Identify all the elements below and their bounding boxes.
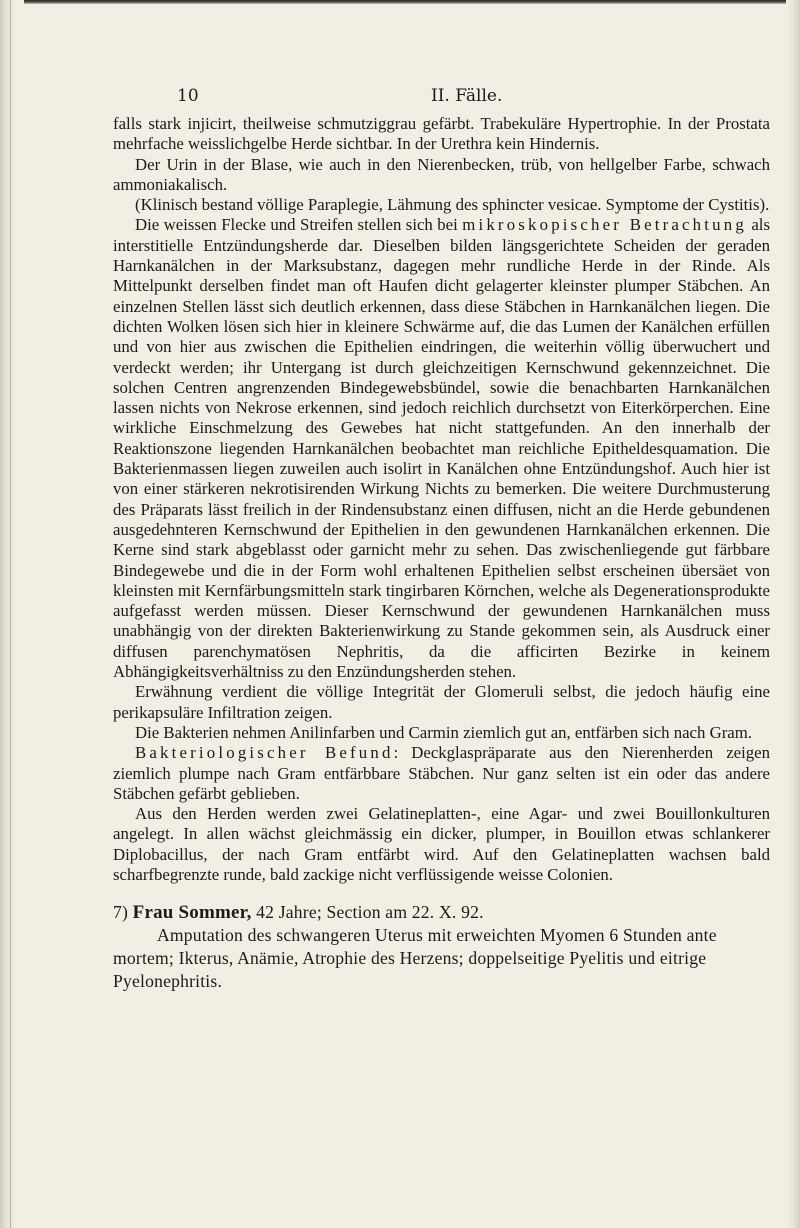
paragraph-text: Die weissen Flecke und Streifen stellen sich bei (135, 215, 463, 235)
case-heading (113, 901, 770, 924)
paragraph-text: Die Bakterien nehmen Anilinfarben und Carmin ziemlich gut an, entfärben sich nach Gram. (135, 722, 752, 742)
case-number: 7) (113, 902, 129, 923)
paragraph (113, 155, 770, 196)
scan-top-edge (0, 0, 800, 4)
gutter-line (10, 0, 11, 1228)
paragraph (113, 682, 770, 723)
running-title: II. Fälle. (431, 86, 503, 106)
paragraph (113, 743, 770, 804)
paragraph (113, 195, 770, 215)
case-entry (113, 901, 770, 993)
paragraph-text: Der Urin in der Blase, wie auch in den Nierenbecken, trüb, von hellgelber Farbe, schwach ammoniakalisch. (113, 154, 770, 194)
case-details: 42 Jahre; Section am 22. X. 92. (256, 902, 484, 923)
page-edge-shadow (786, 0, 800, 1228)
paragraph-text: als interstitielle Entzündungsherde dar. Dieselben bilden längsgerichtete Scheiden der geraden Harnkanälchen in der Marksubstanz, dagegen mehr rundliche Herde in der Rinde. Als Mittelpunkt derselben findet man oft Haufen dicht gelagerter kleinster plumper Stäbchen. An einzelnen Stellen lässt sich deutlich erkennen, dass diese Stäbchen in Harnkanälchen liegen. Die dichten Wolken lösen sich hier in kleinere Schwärme auf, die das Lumen der Kanälchen erfüllen und von hier aus zwischen die Epithelien eindringen, die weiterhin völlig überwuchert und verdeckt werden; ihr Untergang ist durch gleichzeitigen Kernschwund gekennzeichnet. Die solchen Centren angrenzenden Bindegewebsbündel, sowie die benachbarten Harnkanälchen lassen nichts von Nekrose erkennen, sind jedoch reichlich durchsetzt von Eiterkörperchen. Eine wirkliche Einschmelzung des Gewebes hat nicht stattgefunden. An den innerhalb der Reaktionszone liegenden Harnkanälchen beobachtet man reichliche Epitheldesquamation. Die Bakterienmassen liegen zuweilen auch isolirt in Kanälchen ohne Entzündungshof. Auch hier ist von einer stärkeren nekrotisirenden Wirkung Nichts zu bemerken. Die weitere Durchmusterung des Präparats lässt freilich in der Rindensubstanz einen diffusen, nicht an die Herde gebundenen ausgedehnteren Kernschwund der Epithelien in den gewundenen Harnkanälchen erkennen. Die Kerne sind stark abgeblasst oder garnicht mehr zu sehen. Das zwischenliegende gut färbbare Bindegewebe und die in der Form wohl erhaltenen Epithelien selbst erscheinen übersäet von kleinsten mit Kernfärbungsmitteln stark tingirbaren Körnchen, welche als Degenerationsprodukte aufgefasst werden müssen. Dieser Kernschwund der gewundenen Harnkanälchen muss unabhängig von der direkten Bakterienwirkung zu Stande gekommen sein, als Ausdruck einer diffusen parenchymatösen Nephritis, da die afficirten Bezirke in keinem Abhängigkeitsverhältniss zu den Enzündungsherden stehen. (113, 215, 770, 682)
page-number: 10 (177, 86, 199, 106)
paragraph-text: (Klinisch bestand völlige Paraplegie, Lähmung des sphincter vesicae. Symptome der Cystitis). (135, 195, 770, 215)
book-page (113, 84, 770, 993)
spaced-emphasis: Bakteriologischer Befund (135, 743, 394, 763)
paragraph (113, 723, 770, 743)
paragraph-text: Erwähnung verdient die völlige Integrität der Glomeruli selbst, die jedoch häufig eine perikapsuläre Infiltration zeigen. (113, 682, 770, 722)
body-text (113, 114, 770, 885)
case-patient-name: Frau Sommer, (132, 902, 252, 924)
paragraph (113, 215, 770, 682)
paragraph (113, 804, 770, 885)
running-header (113, 84, 770, 114)
spaced-emphasis: mikroskopischer Betrachtung (462, 215, 747, 235)
case-description (113, 924, 770, 993)
paragraph (113, 114, 770, 155)
paragraph-text: Aus den Herden werden zwei Gelatineplatten-, eine Agar- und zwei Bouillonkulturen angelegt. In allen wächst gleichmässig ein dicker, plumper, in Bouillon etwas schlankerer Diplobacillus, der nach Gram entfärbt wird. Auf den Gelatineplatten wachsen bald scharfbegrenzte runde, bald zackige nicht verflüssigende weisse Colonien. (113, 804, 770, 884)
paragraph-text: : Deckglaspräparate aus den Nierenherden zeigen ziemlich plumpe nach Gram entfärbbare Stäbchen. Nur ganz selten ist ein oder das andere Stäbchen gefärbt geblieben. (113, 743, 770, 803)
paragraph-text: falls stark injicirt, theilweise schmutziggrau gefärbt. Trabekuläre Hypertrophie. In der Prostata mehrfache weisslichgelbe Herde sichtbar. In der Urethra kein Hindernis. (113, 114, 770, 154)
case-description-text: Amputation des schwangeren Uterus mit erweichten Myomen 6 Stunden ante mortem; Ikterus, Anämie, Atrophie des Herzens; doppelseitige Pyelitis und eitrige Pyelonephritis. (113, 925, 717, 992)
binding-gutter (0, 0, 24, 1228)
